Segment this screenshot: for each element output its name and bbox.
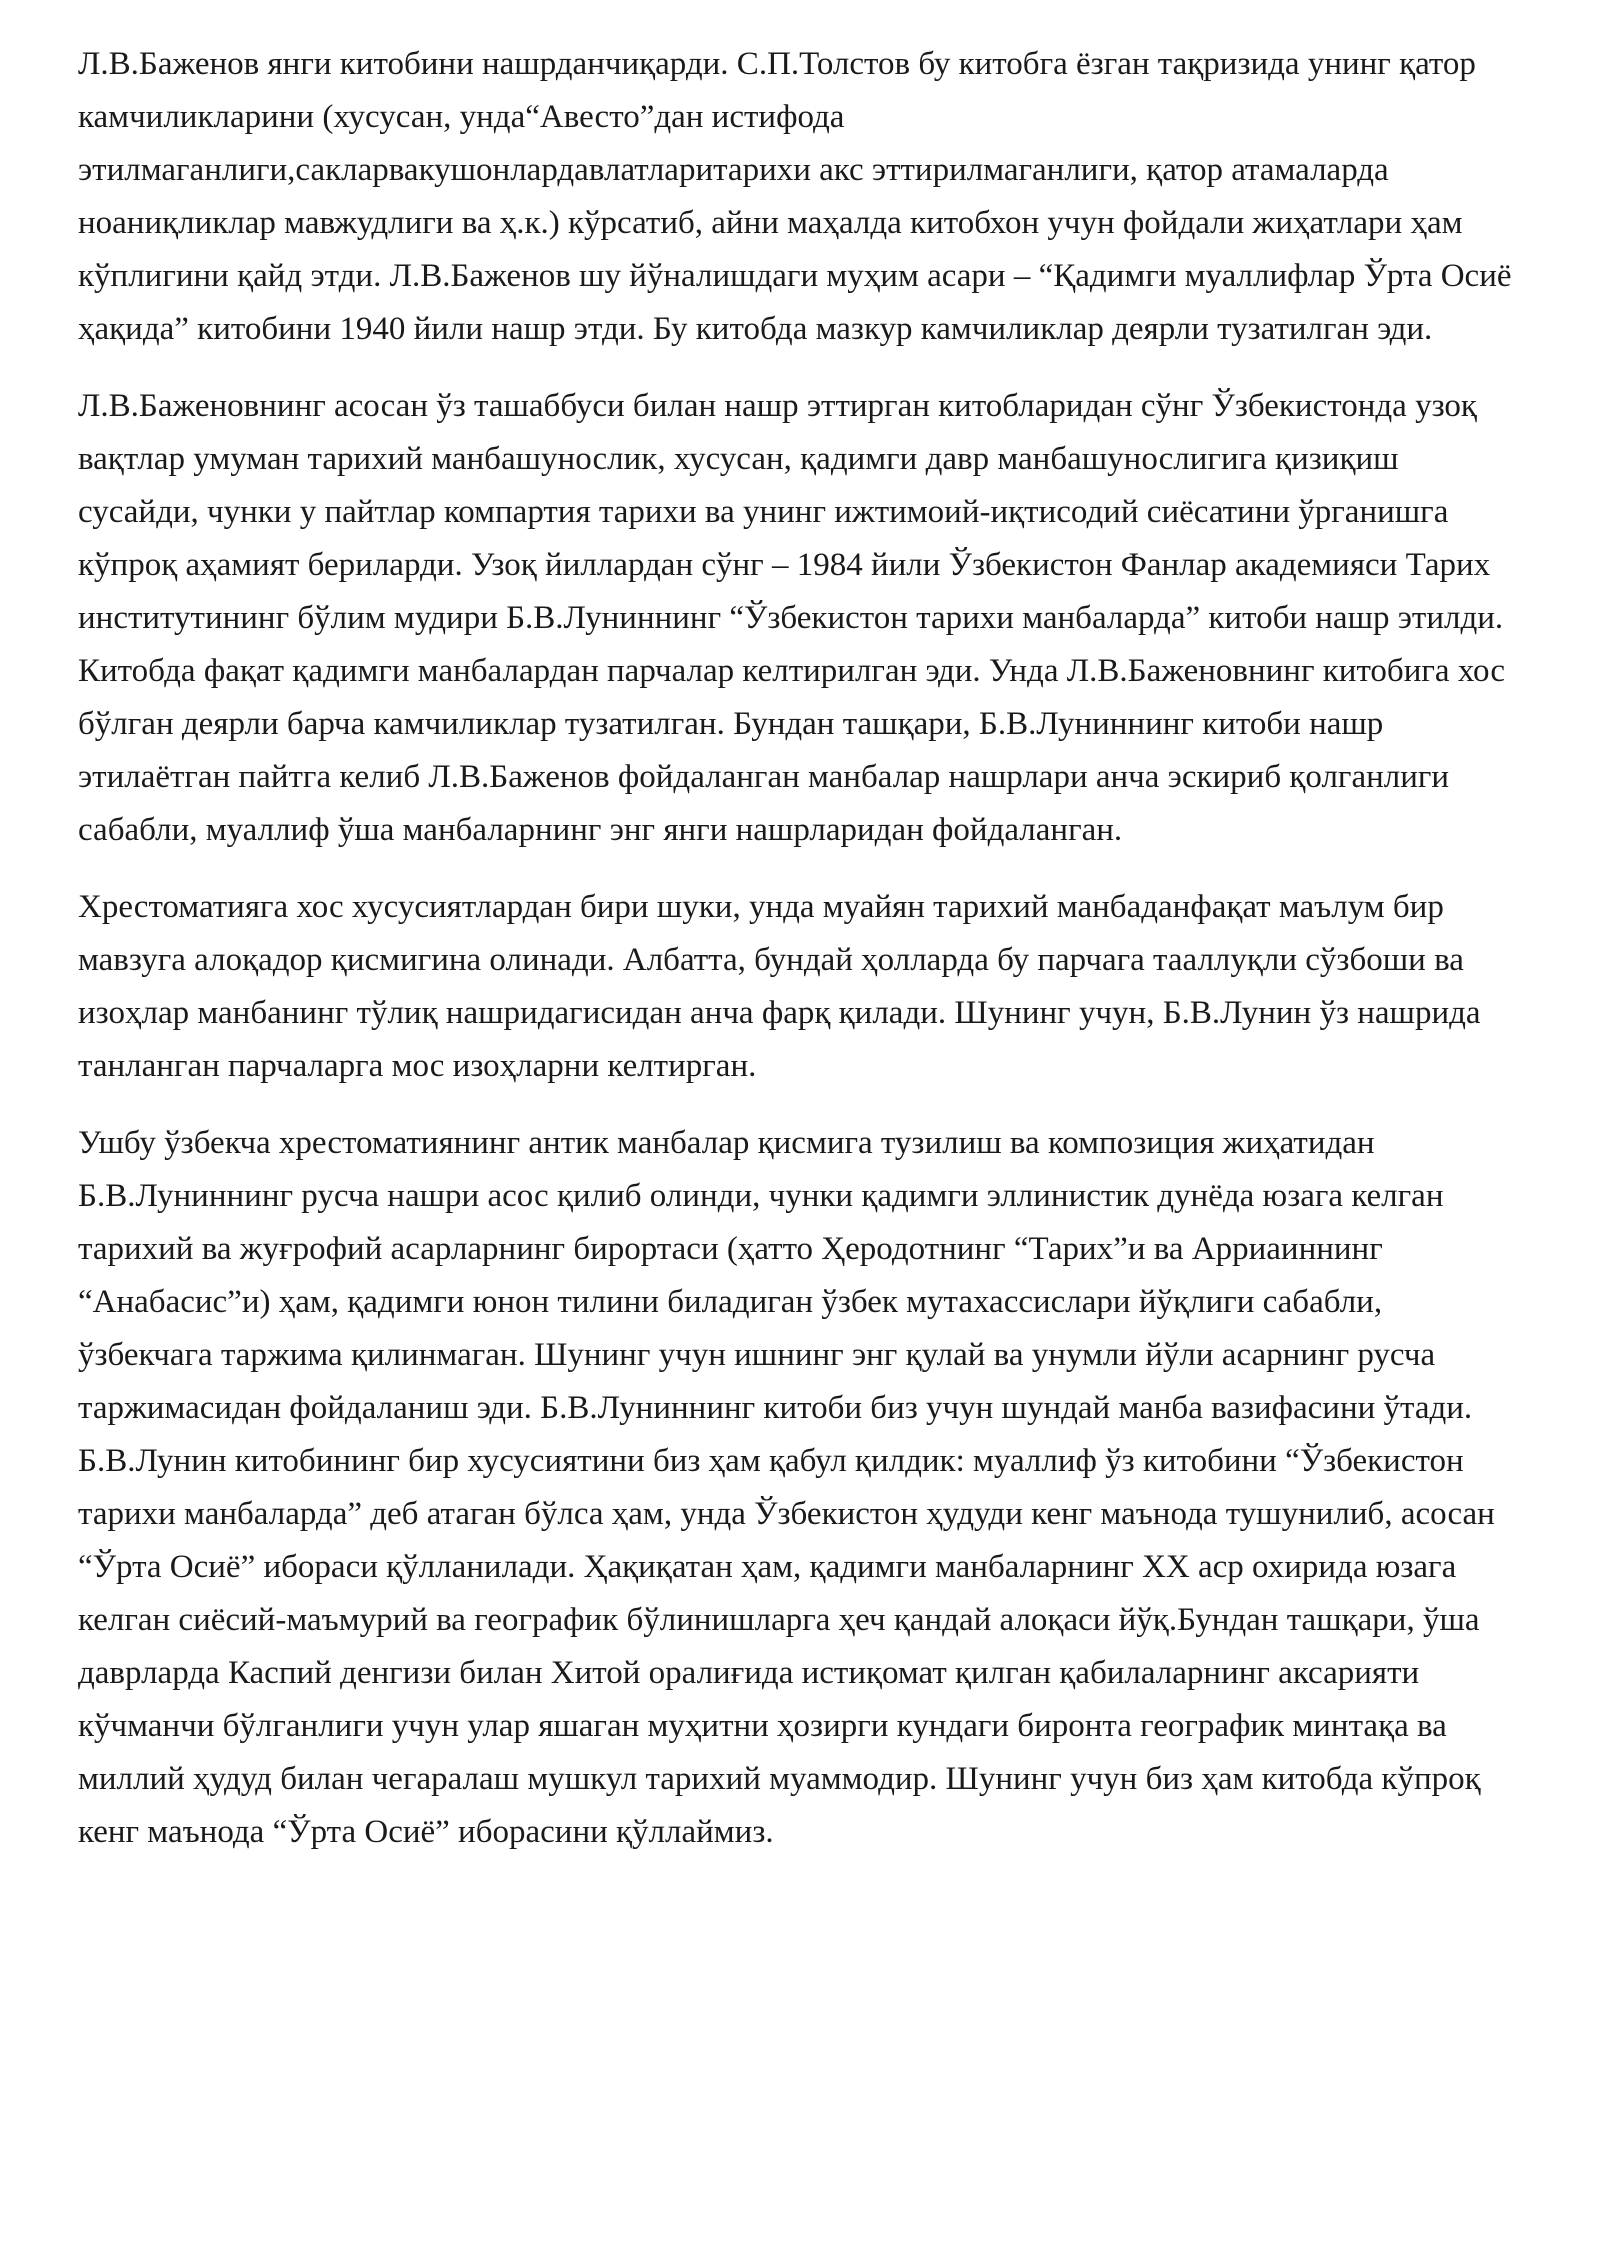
paragraph-2: Л.В.Баженовнинг асосан ўз ташаббуси билан нашр эттирган китобларидан сўнг Ўзбекистонда узоқ вақтлар умуман тарихий манбашунослик, хусусан, қадимги давр манбашунослигига қизиқиш сусайди, чунки у пайтлар компартия тарихи ва унинг ижтимоий-иқтисодий сиёсатини ўрганишга кўпроқ аҳамият бериларди. Узоқ йиллардан сўнг – 1984 йили Ўзбекистон Фанлар академияси Тарих институтининг бўлим мудири Б.В.Луниннинг “Ўзбекистон тарихи манбаларда” китоби нашр этилди. Китобда фақат қадимги манбалардан парчалар келтирилган эди. Унда Л.В.Баженовнинг китобига хос бўлган деярли барча камчиликлар тузатилган. Бундан ташқари, Б.В.Луниннинг китоби нашр этилаётган пайтга келиб Л.В.Баженов фойдаланган манбалар нашрлари анча эскириб қолганлиги сабабли, муаллиф ўша манбаларнинг энг янги нашрларидан фойдаланган. (78, 388, 1506, 848)
paragraph-4: Ушбу ўзбекча хрестоматиянинг антик манбалар қисмига тузилиш ва композиция жиҳатидан Б.В.Луниннинг русча нашри асос қилиб олинди, чунки қадимги эллинистик дунёда юзага келган тарихий ва жуғрофий асарларнинг бирортаси (ҳатто Ҳеродотнинг “Тарих”и ва Арриаиннинг “Анабасис”и) ҳам, қадимги юнон тилини биладиган ўзбек мутахассислари йўқлиги сабабли, ўзбекчага таржима қилинмаган. Шунинг учун ишнинг энг қулай ва унумли йўли асарнинг русча таржимасидан фойдаланиш эди. Б.В.Луниннинг китоби биз учун шундай манба вазифасини ўтади. Б.В.Лунин китобининг бир хусусиятини биз ҳам қабул қилдик: муаллиф ўз китобини “Ўзбекистон тарихи манбаларда” деб атаган бўлса ҳам, унда Ўзбекистон ҳудуди кенг маънода тушунилиб, асосан “Ўрта Осиё” ибораси қўлланилади. Ҳақиқатан ҳам, қадимги манбаларнинг ХХ аср охирида юзага келган сиёсий-маъмурий ва географик бўлинишларга ҳеч қандай алоқаси йўқ.Бундан ташқари, ўша даврларда Каспий денгизи билан Хитой оралиғида истиқомат қилган қабилаларнинг аксарияти кўчманчи бўлганлиги учун улар яшаган муҳитни ҳозирги кундаги биронта географик минтақа ва миллий ҳудуд билан чегаралаш мушкул тарихий муаммодир. Шунинг учун биз ҳам китобда кўпроқ кенг маънода “Ўрта Осиё” иборасини қўллаймиз. (78, 1125, 1495, 1850)
paragraph-1: Л.В.Баженов янги китобини нашрданчиқарди. С.П.Толстов бу китобга ёзган тақризида унинг қатор камчиликларини (хусусан, унда“Авесто”дан истифода этилмаганлиги,сакларвакушонлардавлатларитарихи акс эттирилмаганлиги, қатор атамаларда ноаниқликлар мавжудлиги ва ҳ.к.) кўрсатиб, айни маҳалда китобхон учун фойдали жиҳатлари ҳам кўплигини қайд этди. Л.В.Баженов шу йўналишдаги муҳим асари – “Қадимги муаллифлар Ўрта Осиё ҳақида” китобини 1940 йили нашр этди. Бу китобда мазкур камчиликлар деярли тузатилган эди. (78, 46, 1512, 347)
paragraph-3: Хрестоматияга хос хусусиятлардан бири шуки, унда муайян тарихий манбаданфақат маълум бир мавзуга алоқадор қисмигина олинади. Албатта, бундай ҳолларда бу парчага тааллуқли сўзбоши ва изоҳлар манбанинг тўлиқ нашридагисидан анча фарқ қилади. Шунинг учун, Б.В.Лунин ўз нашрида танланган парчаларга мос изоҳларни келтирган. (78, 889, 1481, 1084)
